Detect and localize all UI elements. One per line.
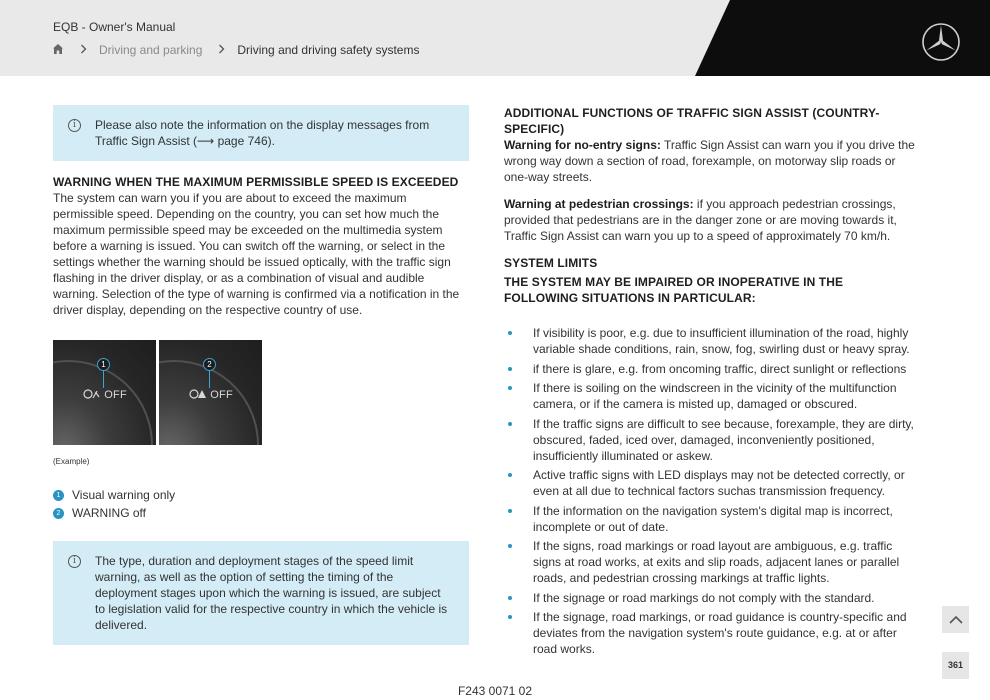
header-dark-band [0, 0, 990, 76]
callout-legend [53, 486, 469, 522]
indicator-off-label: OFF [210, 389, 233, 401]
list-item: If the signage or road markings do not comply with the standard. [504, 590, 916, 606]
chevron-up-icon [949, 615, 963, 624]
indicator-off-label: OFF [104, 389, 127, 401]
info-box-display-messages [53, 105, 469, 161]
chevron-right-icon [80, 43, 87, 57]
breadcrumb [52, 42, 419, 58]
callout-2: 2 [203, 358, 216, 371]
list-item: If there is soiling on the windscreen in the vicinity of the multifunction camera, or if the camera is misted up, damaged or obscured. [504, 380, 916, 412]
pedestrian-text: if you approach pedestrian crossings, provided that pedestrians are in the danger zone or are moving towards it, Traffic Sign Assist can warn you up to a speed of approximately 70 km/h. [504, 197, 897, 243]
list-item: If visibility is poor, e.g. due to insufficient illumination of the road, highly variable shade conditions, rain, snow, fog, swirling dust or heavy spray. [504, 325, 916, 357]
mercedes-star-icon[interactable] [921, 22, 961, 62]
manual-title: EQB - Owner's Manual [53, 20, 176, 34]
additional-functions-heading: ADDITIONAL FUNCTIONS OF TRAFFIC SIGN ASSIST (COUNTRY-SPECIFIC) [504, 106, 880, 136]
warning-paragraph: The system can warn you if you are about to exceed the maximum permissible speed. Depending on the country, you can set how much the maximum permissible speed may be exceeded on the multimedia system before a warning is issued. You can switch off the warning, or select in the settings whether the warning should be issued optically, with the traffic sign flashing in the driver display, or as a combination of visual and audible warning. Selection of the type of warning is confirmed via a notification in the driver display, depending on the respective country of use. [53, 191, 460, 317]
system-limits-heading: SYSTEM LIMITS [504, 256, 598, 270]
callout-1: 1 [97, 358, 110, 371]
warning-heading: WARNING WHEN THE MAXIMUM PERMISSIBLE SPEED IS EXCEEDED [53, 175, 459, 189]
pedestrian-paragraph [504, 196, 916, 244]
system-limits-subheading: THE SYSTEM MAY BE IMPAIRED OR INOPERATIVE IN THE FOLLOWING SITUATIONS IN PARTICULAR: [504, 275, 844, 305]
page-header [0, 0, 990, 76]
legend-number-1: 1 [53, 490, 64, 501]
warning-triangle-indicator-icon [189, 389, 210, 401]
legend-text: WARNING off [72, 506, 147, 520]
list-item: If the signage, road markings, or road guidance is country-specific and deviates from the navigation system's route guidance, e.g. at or after road works. [504, 609, 916, 657]
legend-item [53, 486, 469, 504]
home-icon[interactable] [52, 43, 64, 58]
callout-line [209, 371, 210, 388]
no-entry-paragraph [504, 137, 916, 185]
legend-text: Visual warning only [72, 488, 176, 502]
no-entry-text: Traffic Sign Assist can warn you if you drive the wrong way down a section of road, forexample, on motorway slip roads or one-way streets. [504, 138, 915, 184]
indicator-warning-off [189, 389, 233, 401]
chevron-right-icon [218, 43, 225, 57]
info-box-legislation [53, 541, 469, 645]
list-item: Active traffic signs with LED displays may not be detected correctly, or even at all due to technical factors suchas transmission frequency. [504, 467, 916, 499]
indicator-visual-off [83, 389, 127, 401]
legend-number-2: 2 [53, 508, 64, 519]
breadcrumb-current: Driving and driving safety systems [237, 43, 420, 57]
callout-line [103, 371, 104, 388]
info-text: Please also note the information on the display messages from Traffic Sign Assist (⟶ page 746). [95, 118, 430, 148]
example-caption: (Example) [53, 457, 90, 466]
scroll-to-top-button[interactable] [942, 606, 969, 633]
instrument-image-2 [159, 340, 262, 445]
list-item: If the information on the navigation system's digital map is incorrect, incomplete or out of date. [504, 503, 916, 535]
instrument-image-1 [53, 340, 156, 445]
pedestrian-label: Warning at pedestrian crossings: [504, 197, 694, 211]
right-column [504, 105, 916, 661]
page-number-badge: 361 [942, 652, 969, 679]
info-icon: i [68, 119, 81, 132]
traffic-sign-indicator-icon [83, 389, 104, 401]
info-icon: i [68, 555, 81, 568]
info-text: The type, duration and deployment stages of the speed limit warning, as well as the option of setting the timing of the deployment stages upon which the warning is issued, are subject to legislation valid for the respective country in which the vehicle is delivered. [95, 554, 448, 632]
no-entry-label: Warning for no-entry signs: [504, 138, 661, 152]
list-item: if there is glare, e.g. from oncoming traffic, direct sunlight or reflections [504, 361, 916, 377]
example-images [53, 340, 469, 445]
footer-image-code: F243 0071 02 [457, 684, 533, 698]
left-column [53, 105, 469, 645]
list-item: If the signs, road markings or road layout are ambiguous, e.g. traffic signs at road works, at exits and slip roads, adjacent lanes or parallel roads, and pedestrian crossing markings at traffic lights. [504, 538, 916, 586]
breadcrumb-driving-and-parking[interactable]: Driving and parking [99, 43, 203, 57]
system-limits-list [504, 325, 916, 657]
list-item: If the traffic signs are difficult to see because, forexample, they are dirty, obscured, faded, iced over, damaged, inconveniently positioned, insufficiently illuminated or askew. [504, 416, 916, 464]
legend-item [53, 504, 469, 522]
